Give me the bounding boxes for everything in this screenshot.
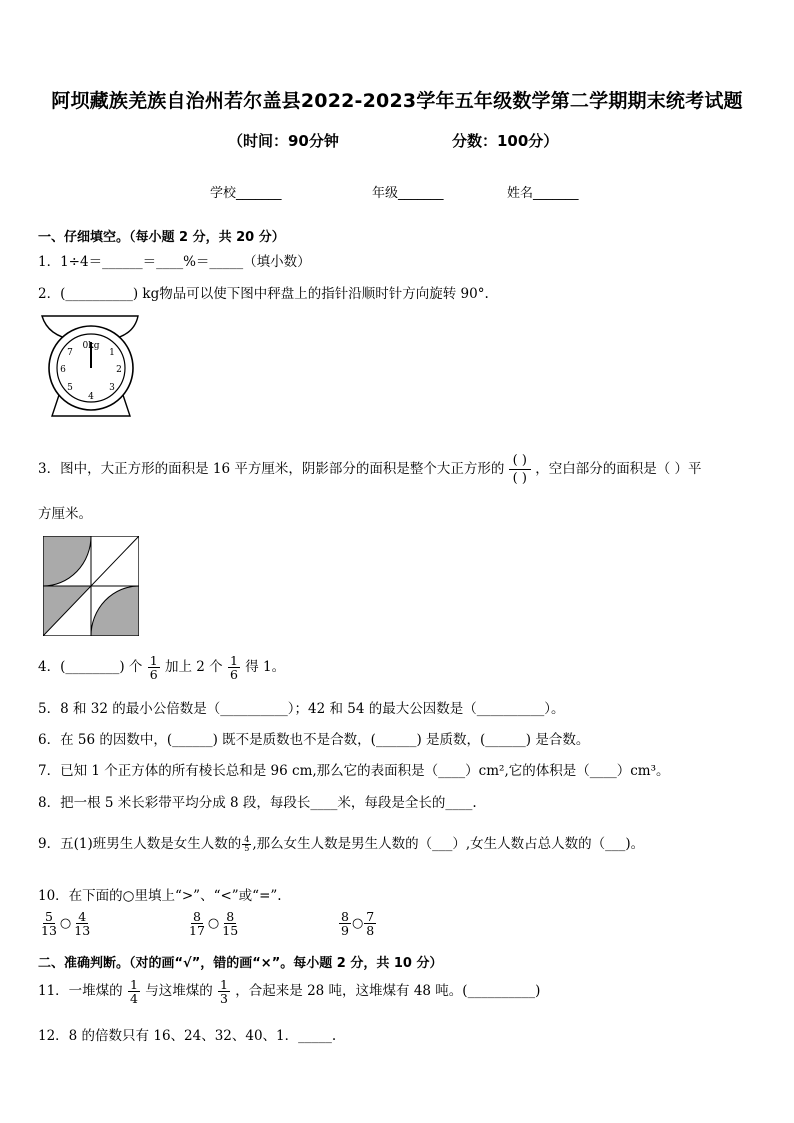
exam-score: 分数：100分） — [452, 132, 559, 150]
section-1-heading: 一、仔细填空。（每小题 2 分，共 20 分） — [38, 230, 285, 245]
fraction-one-quarter: $\frac{1}{4}$ — [129, 977, 138, 1006]
question-12: 12．8 的倍数只有 16、24、32、40、1．_____. — [38, 1028, 337, 1044]
scale-label-7: 7 — [67, 348, 73, 358]
compare-circle[interactable]: ○ — [351, 916, 364, 931]
question-3-text-b: ，空白部分的面积是（ ）平 — [535, 461, 702, 477]
question-3 — [38, 452, 702, 487]
scale-label-3: 3 — [109, 383, 115, 393]
scale-label-5: 5 — [67, 383, 73, 393]
scale-figure — [38, 312, 144, 422]
school-field[interactable]: 学校_______ — [210, 186, 282, 201]
name-field[interactable]: 姓名_______ — [507, 186, 579, 201]
scale-label-2: 2 — [116, 365, 122, 375]
comparison-3: $\frac{8}{9}$ ○ $\frac{7}{8}$ — [341, 909, 375, 938]
fraction-one-sixth: $\frac{1}{6}$ — [229, 653, 238, 682]
question-5: 5．8 和 32 的最小公倍数是（__________）；42 和 54 的最大公因数是（__________）。 — [38, 701, 565, 717]
question-10: 10．在下面的○里填上“>”、“<”或“=”. — [38, 888, 282, 904]
comparison-2: $\frac{8}{17}$ ○ $\frac{8}{15}$ — [189, 909, 239, 938]
scale-label-0: 0kg — [82, 341, 100, 351]
scale-label-1: 1 — [109, 348, 115, 358]
fraction-one-third: $\frac{1}{3}$ — [220, 977, 228, 1006]
question-6: 6．在 56 的因数中，(______) 既不是质数也不是合数，(______) 是质数，(______) 是合数。 — [38, 732, 590, 748]
question-11: 11．一堆煤的 $\frac{1}{4}$ 与这堆煤的 $\frac{1}{3}$ ，合起来是 28 吨，这堆煤有 48 吨。(__________) — [38, 977, 541, 1006]
section-2-heading: 二、准确判断。（对的画“√”，错的画“×”。每小题 2 分，共 10 分） — [38, 956, 443, 971]
scale-label-4: 4 — [88, 392, 94, 402]
question-2: 2．(__________) kg物品可以使下图中秤盘上的指针沿顺时针方向旋转 90°. — [38, 286, 489, 302]
fraction-four-fifths: $\frac{4}{5}$ — [244, 835, 250, 853]
question-7: 7．已知 1 个正方体的所有棱长总和是 96 cm,那么它的表面积是（____）cm²,它的体积是（____）cm³。 — [38, 763, 670, 779]
page-title: 阿坝藏族羌族自治州若尔盖县2022-2023学年五年级数学第二学期期末统考试题 — [51, 90, 743, 112]
question-9: 9．五(1)班男生人数是女生人数的 $\frac{4}{5}$ ,那么女生人数是男生人数的（___）,女生人数占总人数的（___)。 — [38, 835, 645, 853]
question-3-fraction[interactable]: $\frac{( )}{( )}$ — [509, 452, 531, 487]
fraction-one-sixth: $\frac{1}{6}$ — [149, 653, 158, 682]
compare-circle[interactable]: ○ — [59, 916, 72, 931]
question-3-cont: 方厘米。 — [38, 506, 92, 522]
question-3-text-a: 3．图中，大正方形的面积是 16 平方厘米，阴影部分的面积是整个大正方形的 — [38, 461, 505, 477]
question-8: 8．把一根 5 米长彩带平均分成 8 段，每段长____米，每段是全长的____. — [38, 795, 477, 811]
compare-circle[interactable]: ○ — [207, 916, 220, 931]
exam-time: （时间：90分钟 — [228, 132, 339, 150]
question-1: 1．1÷4＝______＝____%＝_____（填小数） — [38, 254, 311, 270]
square-figure — [43, 536, 139, 636]
question-4: 4．(________) 个 $\frac{1}{6}$ 加上 2 个 $\frac{1}{6}$ 得 1。 — [38, 653, 286, 682]
grade-field[interactable]: 年级_______ — [372, 186, 444, 201]
comparison-1: $\frac{5}{13}$ ○ $\frac{4}{13}$ — [41, 909, 91, 938]
scale-label-6: 6 — [60, 365, 66, 375]
